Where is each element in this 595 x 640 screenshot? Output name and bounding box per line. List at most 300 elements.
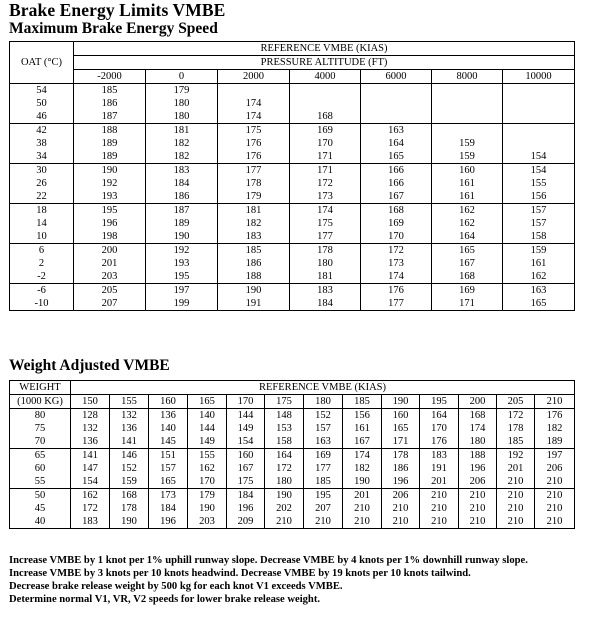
- oat-cell: 2: [38, 258, 45, 269]
- table-row: [10, 230, 575, 244]
- vmbe-cell: 181: [218, 204, 290, 218]
- adjusted-vmbe-cell: 174: [459, 422, 497, 435]
- adjusted-vmbe-cell: 195: [304, 489, 343, 503]
- adjusted-vmbe-cell: 210: [459, 515, 497, 529]
- adjusted-vmbe-cell: 196: [382, 475, 420, 489]
- vmbe-cell: 180: [146, 97, 218, 110]
- vmbe-cell: 176: [218, 137, 290, 150]
- weight-cell: 50: [34, 490, 46, 501]
- adjusted-vmbe-cell: 201: [497, 462, 535, 475]
- table-row: [10, 422, 575, 435]
- vmbe-cell: 166: [361, 164, 432, 178]
- adjusted-vmbe-cell: 190: [110, 515, 149, 529]
- weight-cell: 70: [10, 435, 71, 449]
- vmbe-cell: 162: [432, 217, 503, 230]
- adjusted-vmbe-cell: 152: [304, 409, 343, 423]
- adjusted-vmbe-cell: 184: [149, 502, 188, 515]
- vmbe-cell: 178: [218, 177, 290, 190]
- oat-header: OAT (°C): [10, 42, 74, 84]
- oat-cell: 30: [36, 165, 47, 176]
- adjusted-vmbe-cell: 210: [459, 489, 497, 503]
- adjusted-vmbe-cell: 168: [459, 409, 497, 423]
- vmbe-cell: 177: [290, 230, 361, 244]
- vmbe-cell: 157: [503, 204, 575, 218]
- table-row: [10, 475, 575, 489]
- adjusted-vmbe-cell: 210: [382, 515, 420, 529]
- adjusted-vmbe-cell: 176: [535, 409, 575, 423]
- vmbe-cell: 179: [218, 190, 290, 204]
- table-row: [10, 150, 575, 164]
- note-wind: Increase VMBE by 3 knots per 10 knots headwind. Decrease VMBE by 19 knots per 10 knots tailwind.: [9, 568, 471, 579]
- altitude-header: -2000: [74, 70, 146, 84]
- vmbe-cell: 193: [74, 190, 146, 204]
- adjusted-vmbe-cell: 140: [188, 409, 227, 423]
- vmbe-cell: 184: [146, 177, 218, 190]
- table-row: [10, 84, 575, 98]
- adjusted-vmbe-cell: 154: [227, 435, 265, 449]
- reference-vmbe-column: 190: [382, 395, 420, 409]
- adjusted-vmbe-cell: 156: [343, 409, 382, 423]
- adjusted-vmbe-cell: 210: [497, 475, 535, 489]
- vmbe-cell: 168: [290, 110, 361, 124]
- adjusted-vmbe-cell: 173: [149, 489, 188, 503]
- vmbe-cell: [290, 97, 361, 110]
- vmbe-cell: 185: [74, 84, 146, 98]
- vmbe-cell: 174: [218, 97, 290, 110]
- adjusted-vmbe-cell: 210: [265, 515, 304, 529]
- adjusted-vmbe-cell: 175: [227, 475, 265, 489]
- vmbe-cell: 171: [290, 150, 361, 164]
- adjusted-vmbe-cell: 210: [420, 515, 459, 529]
- adjusted-vmbe-cell: 178: [110, 502, 149, 515]
- table-row: [10, 270, 575, 284]
- adjusted-vmbe-cell: 189: [535, 435, 575, 449]
- adjusted-vmbe-cell: 164: [265, 449, 304, 463]
- page-subtitle: Maximum Brake Energy Speed: [9, 20, 218, 37]
- vmbe-cell: 193: [146, 257, 218, 270]
- adjusted-vmbe-cell: 172: [497, 409, 535, 423]
- adjusted-vmbe-cell: 167: [227, 462, 265, 475]
- vmbe-cell: 195: [74, 204, 146, 218]
- reference-vmbe-header: REFERENCE VMBE (KIAS): [74, 42, 575, 56]
- table-row: [10, 435, 575, 449]
- vmbe-cell: 190: [74, 164, 146, 178]
- vmbe-cell: [361, 97, 432, 110]
- adjusted-vmbe-cell: 151: [149, 449, 188, 463]
- adjusted-vmbe-cell: 177: [304, 462, 343, 475]
- table-row: [10, 297, 575, 311]
- weight-adjusted-table: [9, 380, 575, 529]
- vmbe-cell: 159: [503, 244, 575, 258]
- vmbe-cell: 207: [74, 297, 146, 311]
- adjusted-vmbe-cell: 183: [71, 515, 110, 529]
- adjusted-vmbe-cell: 165: [382, 422, 420, 435]
- vmbe-cell: 190: [146, 230, 218, 244]
- adjusted-vmbe-cell: 171: [382, 435, 420, 449]
- vmbe-cell: 169: [361, 217, 432, 230]
- adjusted-vmbe-cell: 191: [420, 462, 459, 475]
- adjusted-vmbe-cell: 172: [71, 502, 110, 515]
- notes: [9, 554, 584, 606]
- adjusted-vmbe-cell: 163: [304, 435, 343, 449]
- adjusted-vmbe-cell: 155: [188, 449, 227, 463]
- vmbe-cell: 182: [146, 137, 218, 150]
- adjusted-vmbe-cell: 203: [188, 515, 227, 529]
- vmbe-cell: 197: [146, 284, 218, 298]
- vmbe-cell: 185: [218, 244, 290, 258]
- table-row: [10, 97, 575, 110]
- vmbe-cell: 168: [432, 270, 503, 284]
- vmbe-cell: 163: [361, 124, 432, 138]
- adjusted-vmbe-cell: 164: [420, 409, 459, 423]
- adjusted-vmbe-cell: 162: [188, 462, 227, 475]
- vmbe-cell: 162: [503, 270, 575, 284]
- vmbe-cell: 192: [74, 177, 146, 190]
- note-weight: Decrease brake release weight by 500 kg for each knot V1 exceeds VMBE.: [9, 581, 343, 592]
- adjusted-vmbe-cell: 210: [420, 489, 459, 503]
- vmbe-cell: 157: [503, 217, 575, 230]
- adjusted-vmbe-cell: 210: [497, 502, 535, 515]
- reference-vmbe-column: 165: [188, 395, 227, 409]
- adjusted-vmbe-cell: 183: [420, 449, 459, 463]
- oat-cell: 10: [10, 230, 74, 244]
- table-row: [10, 449, 575, 463]
- vmbe-cell: 166: [361, 177, 432, 190]
- adjusted-vmbe-cell: 209: [227, 515, 265, 529]
- oat-cell: 26: [36, 178, 47, 189]
- vmbe-cell: [432, 97, 503, 110]
- oat-cell: 38: [36, 138, 47, 149]
- vmbe-cell: 160: [432, 164, 503, 178]
- oat-cell: 14: [36, 218, 47, 229]
- oat-cell: 18: [36, 205, 47, 216]
- adjusted-vmbe-cell: 210: [497, 489, 535, 503]
- table-row: [10, 257, 575, 270]
- adjusted-vmbe-cell: 210: [535, 489, 575, 503]
- adjusted-vmbe-cell: 210: [535, 475, 575, 489]
- vmbe-cell: [432, 124, 503, 138]
- vmbe-cell: 170: [290, 137, 361, 150]
- adjusted-vmbe-cell: 168: [110, 489, 149, 503]
- adjusted-vmbe-cell: 202: [265, 502, 304, 515]
- reference-vmbe-column: 205: [497, 395, 535, 409]
- adjusted-vmbe-cell: 172: [265, 462, 304, 475]
- adjusted-vmbe-cell: 210: [535, 502, 575, 515]
- adjusted-vmbe-cell: 157: [304, 422, 343, 435]
- vmbe-cell: [361, 110, 432, 124]
- adjusted-vmbe-cell: 147: [71, 462, 110, 475]
- adjusted-vmbe-cell: 145: [149, 435, 188, 449]
- adjusted-vmbe-cell: 180: [265, 475, 304, 489]
- altitude-header: 6000: [361, 70, 432, 84]
- vmbe-cell: 182: [146, 150, 218, 164]
- weight-cell: 45: [34, 503, 46, 514]
- section-title-weight-adjusted: Weight Adjusted VMBE: [9, 357, 170, 374]
- adjusted-vmbe-cell: 140: [149, 422, 188, 435]
- adjusted-vmbe-cell: 190: [188, 502, 227, 515]
- oat-cell: 54: [36, 85, 47, 96]
- vmbe-cell: 174: [290, 204, 361, 218]
- vmbe-cell: 183: [146, 164, 218, 178]
- adjusted-vmbe-cell: 210: [343, 502, 382, 515]
- vmbe-cell: [432, 110, 503, 124]
- adjusted-vmbe-cell: 144: [227, 409, 265, 423]
- oat-cell: -6: [37, 285, 46, 296]
- vmbe-cell: [361, 84, 432, 98]
- reference-vmbe-column: 200: [459, 395, 497, 409]
- adjusted-vmbe-cell: 161: [343, 422, 382, 435]
- reference-vmbe-column: 185: [343, 395, 382, 409]
- vmbe-cell: 200: [74, 244, 146, 258]
- adjusted-vmbe-cell: 196: [459, 462, 497, 475]
- table-row: [10, 177, 575, 190]
- vmbe-cell: 164: [432, 230, 503, 244]
- vmbe-cell: 171: [432, 297, 503, 311]
- reference-vmbe-column: 210: [535, 395, 575, 409]
- oat-cell: -2: [10, 270, 74, 284]
- weight-cell: 40: [34, 516, 46, 527]
- reference-vmbe-column: 175: [265, 395, 304, 409]
- table-row: [10, 164, 575, 178]
- vmbe-cell: 189: [146, 217, 218, 230]
- adjusted-vmbe-cell: 184: [227, 489, 265, 503]
- adjusted-vmbe-cell: 152: [110, 462, 149, 475]
- reference-vmbe-column: 170: [227, 395, 265, 409]
- reference-vmbe-column: 155: [110, 395, 149, 409]
- adjusted-vmbe-cell: 141: [110, 435, 149, 449]
- vmbe-cell: 189: [74, 150, 146, 164]
- adjusted-vmbe-cell: 210: [304, 515, 343, 529]
- vmbe-cell: 205: [74, 284, 146, 298]
- adjusted-vmbe-cell: 210: [382, 502, 420, 515]
- oat-cell: 22: [10, 190, 74, 204]
- vmbe-cell: 161: [432, 177, 503, 190]
- vmbe-cell: [503, 84, 575, 98]
- altitude-header: 8000: [432, 70, 503, 84]
- adjusted-vmbe-cell: 160: [227, 449, 265, 463]
- table-row: [10, 489, 575, 503]
- vmbe-cell: [432, 84, 503, 98]
- vmbe-cell: 162: [432, 204, 503, 218]
- table-row: [10, 502, 575, 515]
- adjusted-vmbe-cell: 210: [420, 502, 459, 515]
- vmbe-cell: 187: [74, 110, 146, 124]
- adjusted-vmbe-cell: 136: [149, 409, 188, 423]
- vmbe-cell: 181: [146, 124, 218, 138]
- reference-vmbe-column: 195: [420, 395, 459, 409]
- page-title: Brake Energy Limits VMBE: [9, 0, 226, 20]
- vmbe-cell: 174: [218, 110, 290, 124]
- adjusted-vmbe-cell: 154: [71, 475, 110, 489]
- vmbe-cell: 175: [218, 124, 290, 138]
- vmbe-cell: 165: [361, 150, 432, 164]
- adjusted-vmbe-cell: 174: [343, 449, 382, 463]
- oat-cell: 6: [38, 245, 45, 256]
- adjusted-vmbe-cell: 206: [459, 475, 497, 489]
- vmbe-cell: [290, 84, 361, 98]
- vmbe-cell: 177: [361, 297, 432, 311]
- adjusted-vmbe-cell: 190: [265, 489, 304, 503]
- adjusted-vmbe-cell: 128: [71, 409, 110, 423]
- vmbe-cell: [503, 110, 575, 124]
- vmbe-cell: 172: [361, 244, 432, 258]
- adjusted-vmbe-cell: 196: [227, 502, 265, 515]
- adjusted-vmbe-cell: 192: [497, 449, 535, 463]
- vmbe-cell: 154: [503, 150, 575, 164]
- reference-vmbe-header-2: REFERENCE VMBE (KIAS): [71, 381, 575, 395]
- weight-cell: 60: [34, 463, 46, 474]
- adjusted-vmbe-cell: 182: [343, 462, 382, 475]
- adjusted-vmbe-cell: 190: [343, 475, 382, 489]
- vmbe-cell: 169: [290, 124, 361, 138]
- vmbe-cell: 175: [290, 217, 361, 230]
- vmbe-cell: 173: [361, 257, 432, 270]
- adjusted-vmbe-cell: 141: [71, 449, 110, 463]
- vmbe-cell: 159: [432, 150, 503, 164]
- weight-cell: 55: [10, 475, 71, 489]
- adjusted-vmbe-cell: 132: [110, 409, 149, 423]
- adjusted-vmbe-cell: 153: [265, 422, 304, 435]
- vmbe-cell: 170: [361, 230, 432, 244]
- vmbe-cell: 182: [218, 217, 290, 230]
- oat-cell: 42: [36, 125, 47, 136]
- oat-cell: 46: [10, 110, 74, 124]
- vmbe-cell: 177: [218, 164, 290, 178]
- oat-cell: 34: [10, 150, 74, 164]
- adjusted-vmbe-cell: 186: [382, 462, 420, 475]
- adjusted-vmbe-cell: 201: [420, 475, 459, 489]
- adjusted-vmbe-cell: 206: [382, 489, 420, 503]
- vmbe-cell: 186: [218, 257, 290, 270]
- adjusted-vmbe-cell: 167: [343, 435, 382, 449]
- vmbe-cell: 161: [432, 190, 503, 204]
- oat-cell: -10: [34, 298, 49, 309]
- adjusted-vmbe-cell: 148: [265, 409, 304, 423]
- vmbe-cell: 187: [146, 204, 218, 218]
- weight-cell: 80: [34, 410, 46, 421]
- adjusted-vmbe-cell: 196: [149, 515, 188, 529]
- table-row: [10, 204, 575, 218]
- reference-vmbe-column: 150: [71, 395, 110, 409]
- adjusted-vmbe-cell: 149: [227, 422, 265, 435]
- vmbe-cell: [503, 97, 575, 110]
- vmbe-cell: 184: [290, 297, 361, 311]
- adjusted-vmbe-cell: 158: [265, 435, 304, 449]
- weight-header-line2: (1000 KG): [10, 395, 71, 409]
- adjusted-vmbe-cell: 210: [497, 515, 535, 529]
- vmbe-cell: 165: [432, 244, 503, 258]
- table-row: [10, 462, 575, 475]
- altitude-header: 4000: [290, 70, 361, 84]
- adjusted-vmbe-cell: 132: [71, 422, 110, 435]
- vmbe-cell: 159: [432, 137, 503, 150]
- vmbe-cell: 161: [503, 257, 575, 270]
- adjusted-vmbe-cell: 207: [304, 502, 343, 515]
- adjusted-vmbe-cell: 170: [188, 475, 227, 489]
- vmbe-cell: 190: [218, 284, 290, 298]
- vmbe-cell: [503, 137, 575, 150]
- vmbe-cell: 165: [503, 297, 575, 311]
- vmbe-cell: 163: [503, 284, 575, 298]
- adjusted-vmbe-cell: 197: [535, 449, 575, 463]
- adjusted-vmbe-cell: 201: [343, 489, 382, 503]
- vmbe-cell: 158: [503, 230, 575, 244]
- adjusted-vmbe-cell: 149: [188, 435, 227, 449]
- adjusted-vmbe-cell: 185: [304, 475, 343, 489]
- adjusted-vmbe-cell: 159: [110, 475, 149, 489]
- vmbe-cell: 196: [74, 217, 146, 230]
- vmbe-cell: 155: [503, 177, 575, 190]
- adjusted-vmbe-cell: 210: [343, 515, 382, 529]
- vmbe-cell: 176: [361, 284, 432, 298]
- vmbe-cell: 176: [218, 150, 290, 164]
- vmbe-cell: 181: [290, 270, 361, 284]
- adjusted-vmbe-cell: 160: [382, 409, 420, 423]
- vmbe-cell: 174: [361, 270, 432, 284]
- weight-header-line1: WEIGHT: [10, 381, 71, 395]
- vmbe-cell: 168: [361, 204, 432, 218]
- vmbe-cell: [218, 84, 290, 98]
- adjusted-vmbe-cell: 136: [71, 435, 110, 449]
- adjusted-vmbe-cell: 165: [149, 475, 188, 489]
- weight-cell: 65: [34, 450, 46, 461]
- adjusted-vmbe-cell: 180: [459, 435, 497, 449]
- adjusted-vmbe-cell: 178: [497, 422, 535, 435]
- vmbe-cell: 189: [74, 137, 146, 150]
- vmbe-cell: 178: [290, 244, 361, 258]
- altitude-header: 2000: [218, 70, 290, 84]
- reference-vmbe-column: 180: [304, 395, 343, 409]
- weight-cell: 75: [34, 423, 46, 434]
- adjusted-vmbe-cell: 162: [71, 489, 110, 503]
- note-speeds: Determine normal V1, VR, V2 speeds for lower brake release weight.: [9, 594, 320, 605]
- pressure-altitude-header: PRESSURE ALTITUDE (FT): [74, 56, 575, 70]
- vmbe-cell: 167: [432, 257, 503, 270]
- oat-cell: 50: [36, 98, 47, 109]
- table-row: [10, 217, 575, 230]
- adjusted-vmbe-cell: 179: [188, 489, 227, 503]
- altitude-header: 10000: [503, 70, 575, 84]
- vmbe-cell: 183: [290, 284, 361, 298]
- adjusted-vmbe-cell: 136: [110, 422, 149, 435]
- vmbe-cell: 169: [432, 284, 503, 298]
- adjusted-vmbe-cell: 169: [304, 449, 343, 463]
- vmbe-cell: 198: [74, 230, 146, 244]
- vmbe-cell: 179: [146, 84, 218, 98]
- vmbe-cell: 203: [74, 270, 146, 284]
- adjusted-vmbe-cell: 188: [459, 449, 497, 463]
- note-slope: Increase VMBE by 1 knot per 1% uphill runway slope. Decrease VMBE by 4 knots per 1% downhill runway slope.: [9, 555, 528, 566]
- table-row: [10, 244, 575, 258]
- table-row: [10, 137, 575, 150]
- vmbe-cell: 183: [218, 230, 290, 244]
- vmbe-cell: [503, 124, 575, 138]
- adjusted-vmbe-cell: 182: [535, 422, 575, 435]
- adjusted-vmbe-cell: 144: [188, 422, 227, 435]
- vmbe-cell: 191: [218, 297, 290, 311]
- adjusted-vmbe-cell: 176: [420, 435, 459, 449]
- vmbe-cell: 164: [361, 137, 432, 150]
- table-row: [10, 284, 575, 298]
- table-row: [10, 515, 575, 529]
- vmbe-cell: 192: [146, 244, 218, 258]
- adjusted-vmbe-cell: 170: [420, 422, 459, 435]
- vmbe-cell: 173: [290, 190, 361, 204]
- adjusted-vmbe-cell: 146: [110, 449, 149, 463]
- vmbe-cell: 180: [290, 257, 361, 270]
- vmbe-cell: 188: [74, 124, 146, 138]
- vmbe-cell: 156: [503, 190, 575, 204]
